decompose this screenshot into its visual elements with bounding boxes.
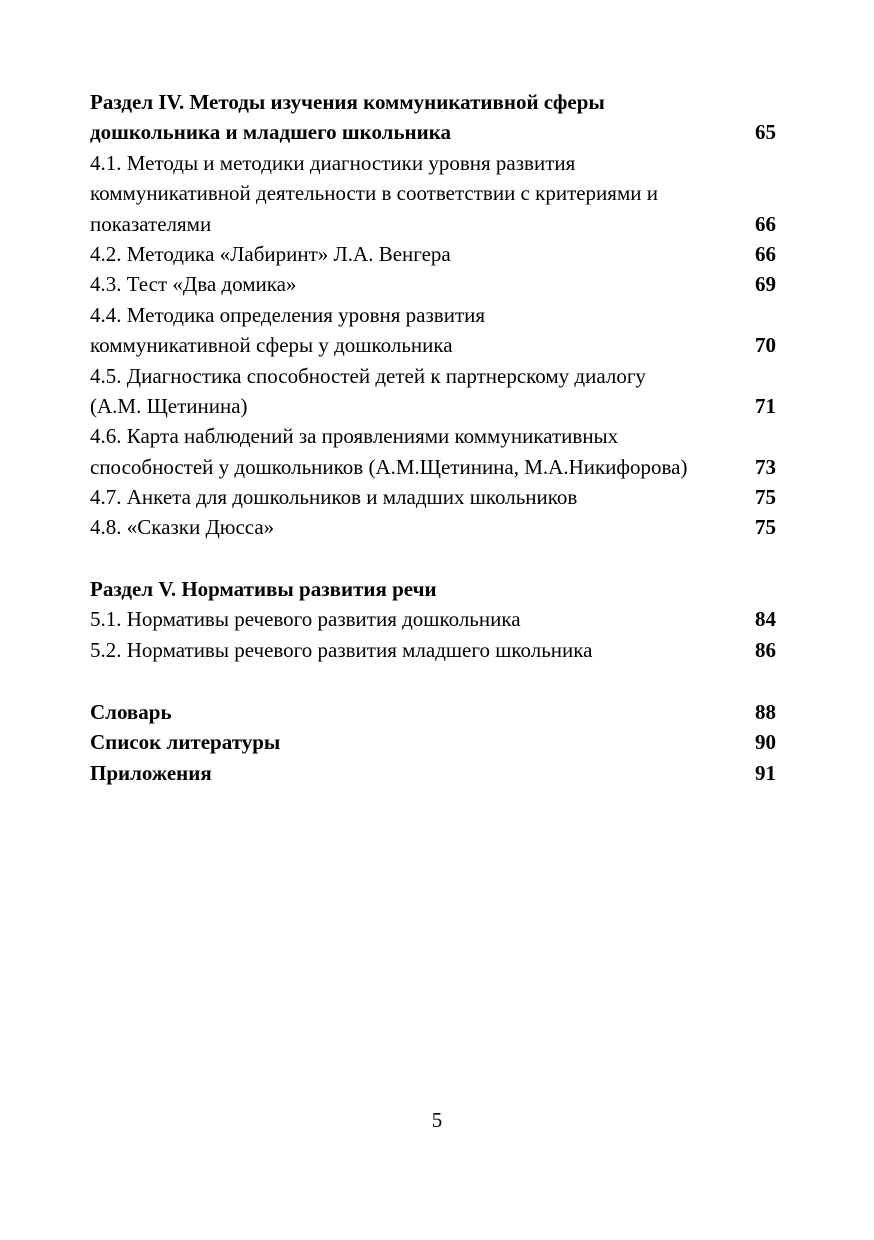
toc-entry-text: (А.М. Щетинина) [90, 393, 248, 418]
toc-entry-text: коммуникативной сферы у дошкольника [90, 333, 453, 358]
section4-title-line1: Раздел IV. Методы изучения коммуникативной сферы [90, 90, 605, 114]
back-matter-bibliography [90, 727, 778, 757]
back-matter-page: 91 [755, 760, 776, 785]
toc-entry-line [90, 330, 778, 360]
toc-entry-line [90, 269, 778, 299]
toc-entry-line [90, 239, 778, 269]
toc-entry-page: 75 [755, 485, 776, 510]
toc-entry-text: коммуникативной деятельности в соответствии с критериями и [90, 181, 658, 206]
section-spacer [90, 665, 778, 697]
toc-entry-line [90, 512, 778, 542]
toc-entry-line [90, 148, 778, 178]
toc-entry-text: 4.5. Диагностика способностей детей к партнерскому диалогу [90, 363, 646, 388]
toc-entry-text: 4.2. Методика «Лабиринт» Л.А. Венгера [90, 241, 451, 266]
toc-entry-text: 4.3. Тест «Два домика» [90, 272, 297, 297]
section4-page-number: 65 [755, 120, 776, 145]
toc-entry-page: 69 [755, 272, 776, 297]
back-matter-label: Словарь [90, 700, 172, 725]
section5-title: Раздел V. Нормативы развития речи [90, 576, 437, 601]
toc-entry-text: 5.1. Нормативы речевого развития дошкольника [90, 607, 521, 632]
back-matter-label: Приложения [90, 760, 212, 785]
toc-entry-line [90, 391, 778, 421]
toc-entry-line [90, 421, 778, 451]
section4-title-line2: дошкольника и младшего школьника [90, 120, 452, 145]
toc-entry-page: 71 [755, 393, 776, 418]
toc-entry-line [90, 300, 778, 330]
toc-entry-page: 70 [755, 333, 776, 358]
back-matter-label: Список литературы [90, 730, 281, 755]
toc-entry-text: 4.4. Методика определения уровня развития [90, 302, 486, 327]
toc-entry-text: показателями [90, 211, 212, 236]
section-heading-line [90, 117, 778, 147]
toc-entry-page: 66 [755, 211, 776, 236]
section-heading-line [90, 87, 778, 117]
toc-entry-page: 73 [755, 454, 776, 479]
toc-entry-page: 84 [755, 607, 776, 632]
toc-entry-line [90, 482, 778, 512]
section-spacer [90, 543, 778, 574]
toc-entry-line [90, 361, 778, 391]
toc-entry-line [90, 178, 778, 208]
toc-entry-line [90, 452, 778, 482]
back-matter-page: 90 [755, 730, 776, 755]
table-of-contents [90, 87, 778, 788]
toc-entry-line [90, 604, 778, 634]
toc-entry-text: 5.2. Нормативы речевого развития младшего школьника [90, 637, 593, 662]
toc-entry-text: 4.7. Анкета для дошкольников и младших школьников [90, 485, 578, 510]
back-matter-appendices [90, 758, 778, 788]
toc-entry-page: 66 [755, 241, 776, 266]
back-matter-page: 88 [755, 700, 776, 725]
toc-entry-text: 4.8. «Сказки Дюсса» [90, 515, 275, 540]
back-matter-dictionary [90, 697, 778, 727]
section-heading-line [90, 574, 778, 604]
toc-entry-line [90, 635, 778, 665]
toc-entry-text: способностей у дошкольников (А.М.Щетинина, М.А.Никифорова) [90, 454, 688, 479]
toc-entry-text: 4.1. Методы и методики диагностики уровня развития [90, 150, 576, 175]
page-number: 5 [431, 1108, 443, 1132]
toc-entry-page: 75 [755, 515, 776, 540]
toc-entry-page: 86 [755, 637, 776, 662]
toc-entry-text: 4.6. Карта наблюдений за проявлениями коммуникативных [90, 424, 619, 449]
toc-entry-line [90, 209, 778, 239]
